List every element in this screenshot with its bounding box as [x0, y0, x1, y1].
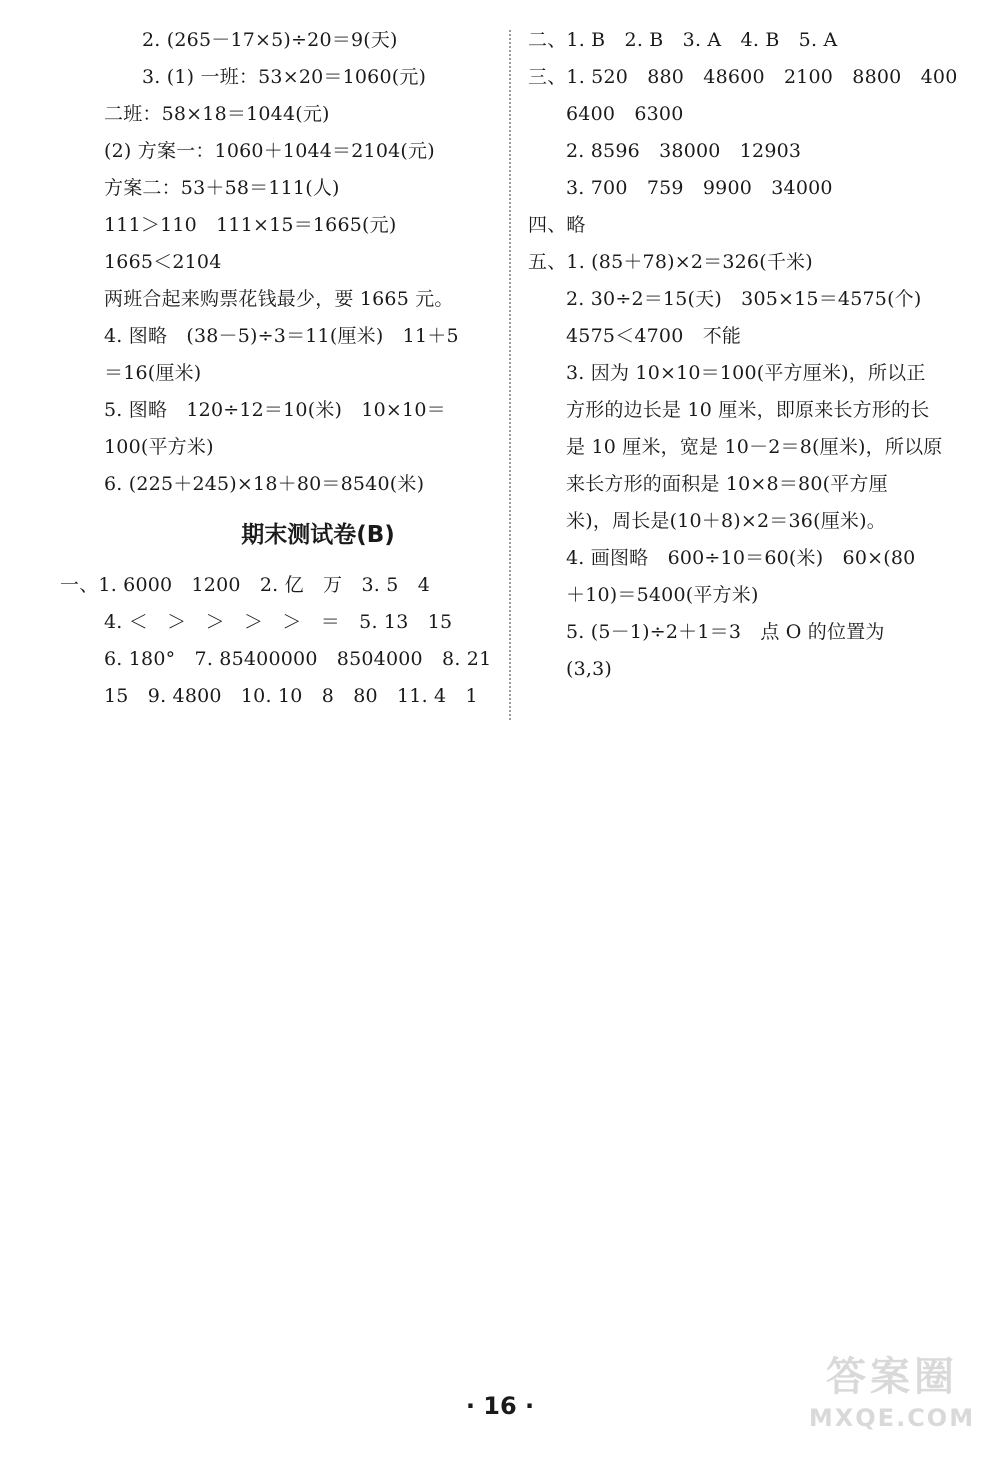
page-number: · 16 · [465, 1392, 535, 1420]
answer-line: 是 10 厘米，宽是 10－2＝8(厘米)，所以原 [566, 436, 943, 458]
answer-line: 4. ＜ ＞ ＞ ＞ ＞ ＝ 5. 13 15 [104, 611, 453, 633]
watermark-top: 答案圈 [826, 1354, 958, 1400]
right-column [528, 22, 968, 688]
answer-line: 米)，周长是(10＋8)×2＝36(厘米)。 [566, 510, 886, 532]
watermark-bottom: MXQE.COM [808, 1404, 976, 1432]
answer-line: 111＞110 111×15＝1665(元) [104, 214, 397, 236]
answer-line: 五、1. (85＋78)×2＝326(千米) [528, 251, 813, 273]
answer-line: 方案二：53＋58＝111(人) [104, 177, 340, 199]
answer-line: 5. 图略 120÷12＝10(米) 10×10＝ [104, 399, 446, 421]
answer-line: 方形的边长是 10 厘米，即原来长方形的长 [566, 399, 930, 421]
answer-line: (2) 方案一：1060＋1044＝2104(元) [104, 140, 435, 162]
answer-line: 三、1. 520 880 48600 2100 8800 400 [528, 66, 958, 88]
answer-line: 一、1. 6000 1200 2. 亿 万 3. 5 4 [60, 574, 430, 596]
answer-line: 两班合起来购票花钱最少，要 1665 元。 [104, 288, 454, 310]
answer-line: 5. (5－1)÷2＋1＝3 点 O 的位置为 [566, 621, 885, 643]
answer-line: 四、略 [528, 214, 586, 236]
answer-line: 6400 6300 [566, 103, 684, 125]
answer-line: 2. 30÷2＝15(天) 305×15＝4575(个) [566, 288, 922, 310]
answer-line: 15 9. 4800 10. 10 8 80 11. 4 1 [104, 685, 478, 707]
section-title: 期末测试卷(B) [241, 522, 395, 548]
answer-line: 6. (225＋245)×18＋80＝8540(米) [104, 473, 425, 495]
answer-line: ＝16(厘米) [104, 362, 202, 384]
answer-line: 4575＜4700 不能 [566, 325, 742, 347]
answer-line: 二班：58×18＝1044(元) [104, 103, 330, 125]
answer-line: (3,3) [566, 658, 613, 680]
answer-line: 3. 700 759 9900 34000 [566, 177, 833, 199]
answer-line: 3. (1) 一班：53×20＝1060(元) [142, 66, 427, 88]
answer-line: 4. 画图略 600÷10＝60(米) 60×(80 [566, 547, 916, 569]
answer-line: 3. 因为 10×10＝100(平方厘米)，所以正 [566, 362, 926, 384]
answer-line: 100(平方米) [104, 436, 214, 458]
answer-line: 6. 180° 7. 85400000 8504000 8. 21 [104, 648, 492, 670]
answer-line: 来长方形的面积是 10×8＝80(平方厘 [566, 473, 888, 495]
answer-line: 1665＜2104 [104, 251, 222, 273]
answer-line: ＋10)＝5400(平方米) [566, 584, 759, 606]
watermark-logo [802, 1352, 982, 1444]
column-divider [509, 30, 511, 720]
answer-line: 4. 图略 (38－5)÷3＝11(厘米) 11＋5 [104, 325, 459, 347]
answer-line: 2. (265－17×5)÷20＝9(天) [142, 29, 398, 51]
left-column [60, 22, 496, 715]
answer-line: 二、1. B 2. B 3. A 4. B 5. A [528, 29, 838, 51]
answer-line: 2. 8596 38000 12903 [566, 140, 802, 162]
